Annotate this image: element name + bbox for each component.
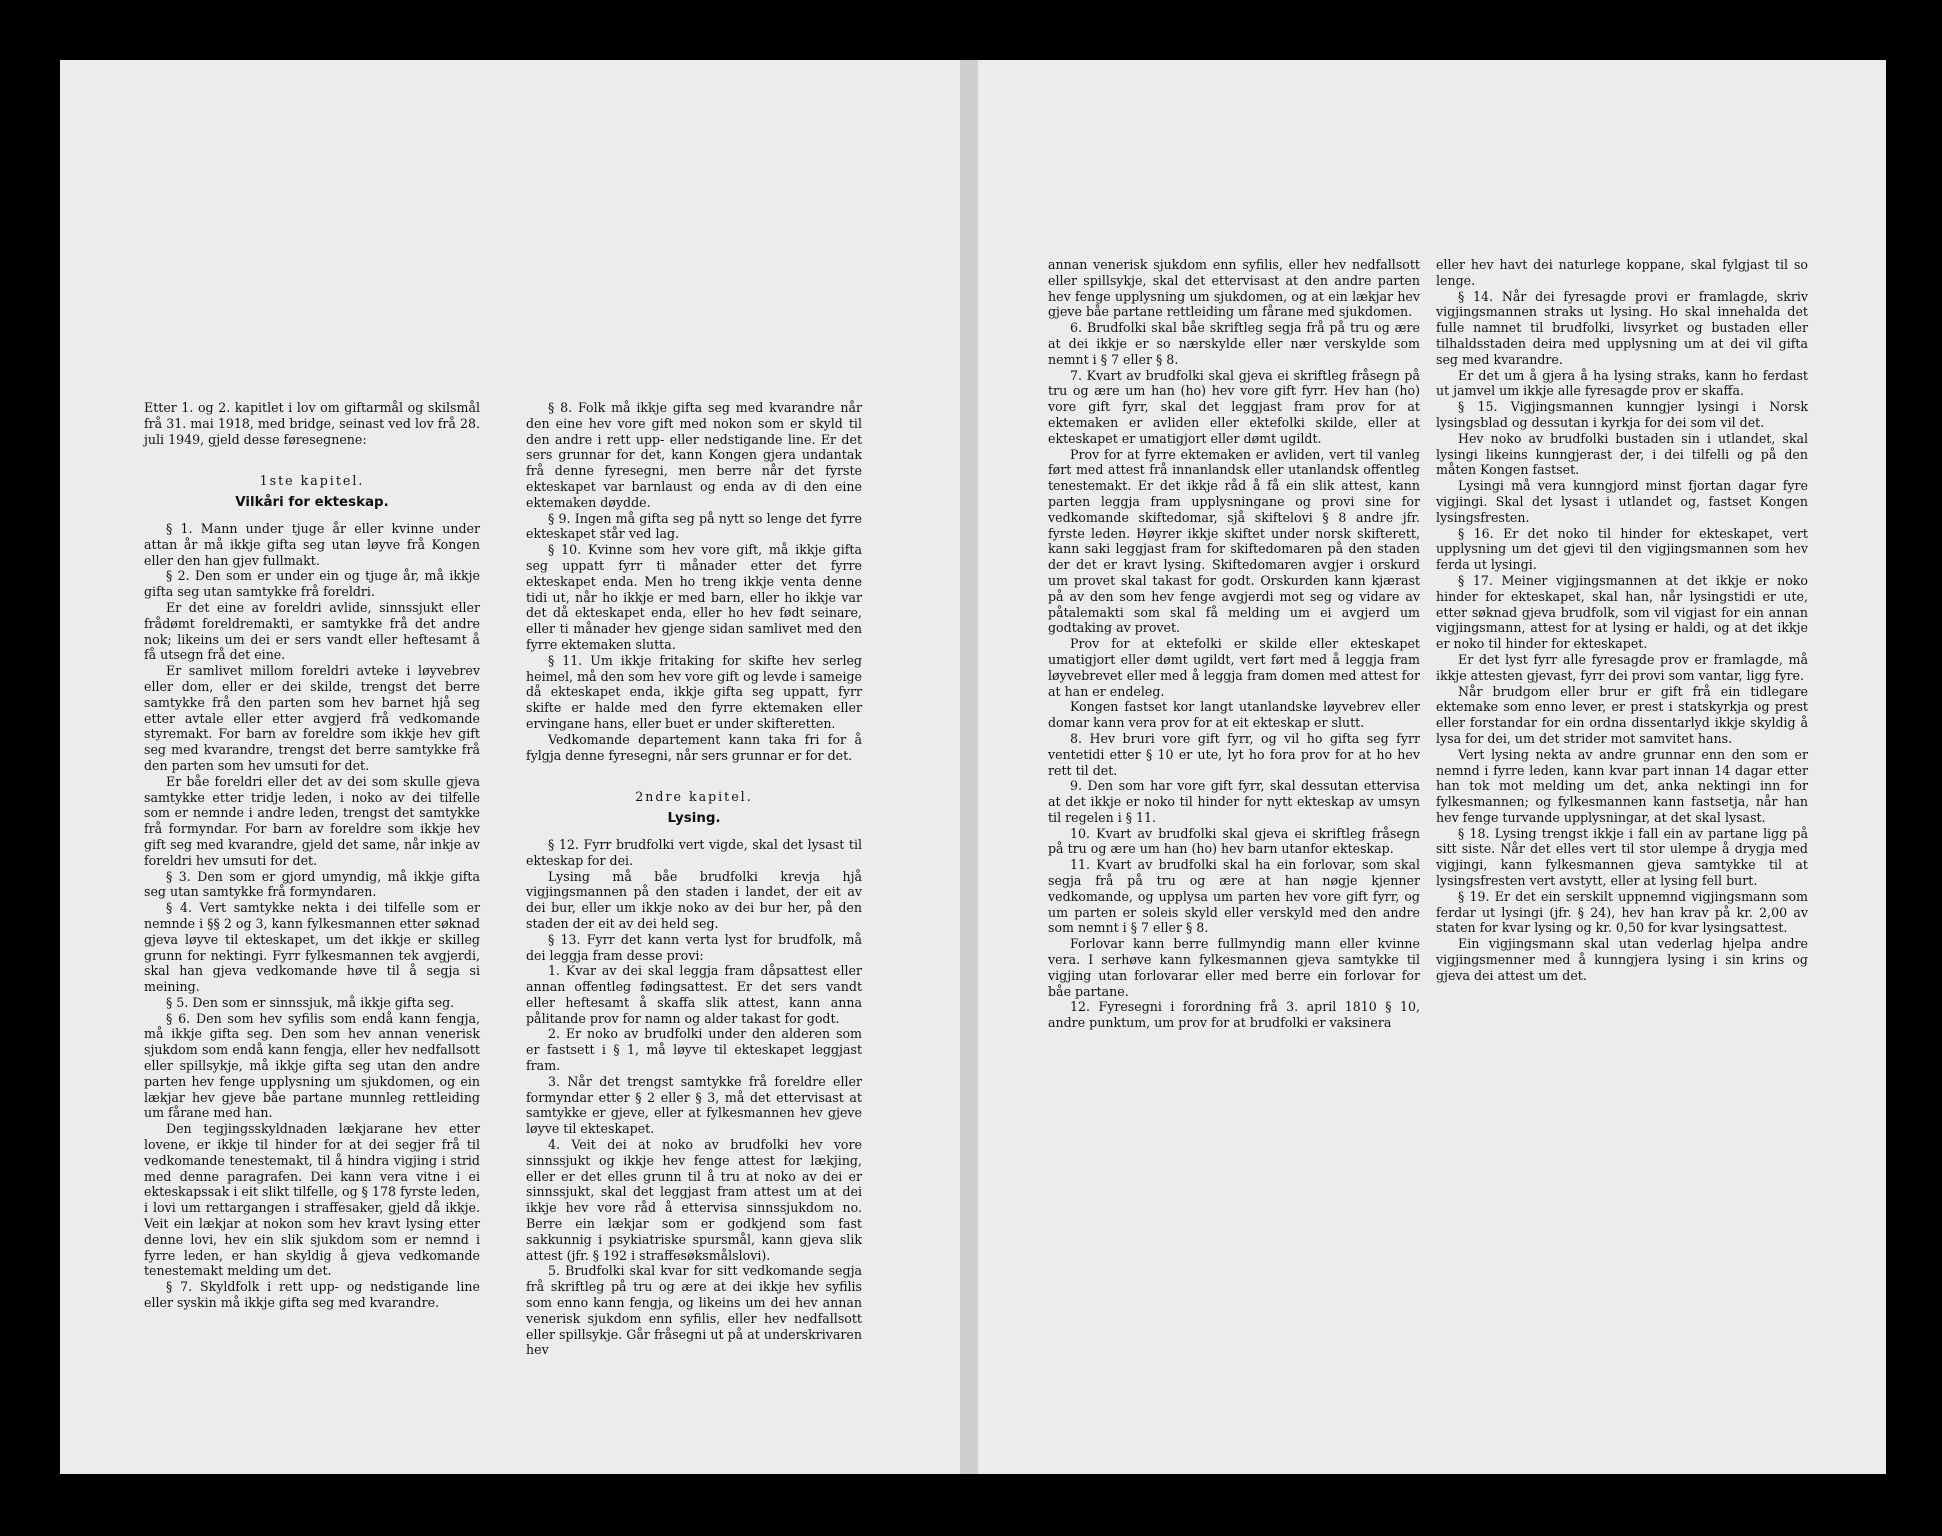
paragraph: § 19. Er det ein serskilt uppnemnd vigjingsmann som ferdar ut lysingi (jfr. § 24), hev han krav på kr. 2,00 av staten for kvar lysing og kr. 0,50 for kvar lysingsattest.	[1436, 888, 1808, 936]
paragraph: 4. Veit dei at noko av brudfolki hev vore sinnssjukt og ikkje hev fenge attest for lækjing, eller er det elles grunn til å tru at noko av dei er sinnssjukt, skal det leggjast fram attest um at dei ikkje hev vore råd å ettervisa sinnssjukdom no. Berre ein lækjar som er godkjend som fast sakkunnig i psykiatriske spursmål, kann gjeva slik attest (jfr. § 192 i straffesøksmålslovi).	[526, 1137, 862, 1263]
paragraph: Lysingi må vera kunngjord minst fjortan dagar fyre vigjingi. Skal det lysast i utlandet og, fastset Kongen lysingsfresten.	[1436, 478, 1808, 525]
paragraph: Ein vigjingsmann skal utan vederlag hjelpa andre vigjingsmenner med å kunngjera lysing i sin krins og gjeva dei attest um det.	[1436, 936, 1808, 983]
paragraph: § 11. Um ikkje fritaking for skifte hev serleg heimel, må den som hev vore gift og levde i sameige då ekteskapet enda, ikkje gifta seg uppatt, fyrr skifte er halde med den fyrre ektemaken eller ervingane hans, eller buet er under skifteretten.	[526, 652, 862, 731]
paragraph: Er det lyst fyrr alle fyresagde prov er framlagde, må ikkje attesten gjevast, fyrr dei provi som vantar, ligg fyre.	[1436, 651, 1808, 683]
paragraph: Hev noko av brudfolki bustaden sin i utlandet, skal lysingi likeins kunngjerast der, i dei tilfelli og på den måten Kongen fastset.	[1436, 430, 1808, 478]
paragraph: § 12. Fyrr brudfolki vert vigde, skal det lysast til ekteskap for dei.	[526, 836, 862, 868]
chapter-2-heading: Lysing.	[667, 811, 721, 827]
left-page	[60, 60, 960, 1474]
paragraph: § 2. Den som er under ein og tjuge år, må ikkje gifta seg utan samtykke frå foreldri.	[144, 568, 480, 600]
paragraph: § 8. Folk må ikkje gifta seg med kvarandre når den eine hev vore gift med nokon som er skyld til den andre i rett upp- eller nedstigande line. Er det sers grunnar for det, kann Kongen gjera undantak frå denne fyresegni, men berre når det fyrste ekteskapet var barnlaust og enda av di den eine ektemaken døydde.	[526, 400, 862, 510]
paragraph: Er det um å gjera å ha lysing straks, kann ho ferdast ut jamvel um ikkje alle fyresagde prov er skaffa.	[1436, 367, 1808, 399]
paragraph: 10. Kvart av brudfolki skal gjeva ei skriftleg fråsegn på tru og ære um han (ho) hev barn utanfor ekteskap.	[1048, 825, 1420, 857]
paragraph: Kongen fastset kor langt utanlandske løyvebrev eller domar kann vera prov for at eit ekteskap er slutt.	[1048, 699, 1420, 731]
paragraph: § 5. Den som er sinnssjuk, må ikkje gifta seg.	[166, 994, 455, 1010]
chapter-1-heading: Vilkåri for ekteskap.	[235, 495, 389, 511]
paragraph: § 18. Lysing trengst ikkje i fall ein av partane ligg på sitt siste. Når det elles vert til stor ulempe å drygja med vigjingi, kann fylkesmannen gjeva samtykke til at lysingsfresten vert avstytt, eller at lysing fell burt.	[1436, 825, 1808, 889]
paragraph: 5. Brudfolki skal kvar for sitt vedkomande segja frå skriftleg på tru og ære at dei ikkje hev syfilis som enno kann fengja, og likeins um dei hev annan venerisk sjukdom enn syfilis, eller hev nedfallsott eller spillsykje. Går fråsegni ut på at underskrivaren hev	[526, 1263, 862, 1358]
chapter-1-title: 1ste kapitel.	[259, 473, 365, 489]
paragraph: Prov for at fyrre ektemaken er avliden, vert til vanleg ført med attest frå innanlandsk eller utanlandsk offentleg tenestemakt. Er det ikkje råd å få ein slik attest, kann parten leggja fram upplysningane og provi sine for vedkomande skiftedomar, sjå skiftelovi § 8 andre jfr. fyrste leden. Høyrer ikkje skiftet under norsk skifterett, kann saki leggjast fram for skiftedomaren på den staden der det er kravt lysing. Skiftedomaren avgjer i orskurd um provet skal takast for godt. Orskurden kann kjærast på av den som hev fenge avgjerdi mot seg og vidare av påtalemakti som skal få melding um ei avgjerd um godtaking av provet.	[1048, 446, 1420, 636]
paragraph: § 6. Den som hev syfilis som endå kann fengja, må ikkje gifta seg. Den som hev annan venerisk sjukdom som endå kann fengja, eller hev nedfallsott eller spillsykje, må ikkje gifta seg utan den andre parten hev fenge upplysning um sjukdomen, og ein lækjar hev gjeve båe partane munnleg rettleiding um fårane med han.	[144, 1010, 480, 1121]
paragraph: § 13. Fyrr det kann verta lyst for brudfolk, må dei leggja fram desse provi:	[526, 931, 862, 963]
paragraph: § 16. Er det noko til hinder for ekteskapet, vert upplysning um det gjevi til den vigjingsmannen som hev ferda ut lysingi.	[1436, 525, 1808, 573]
paragraph: § 14. Når dei fyresagde provi er framlagde, skriv vigjingsmannen straks ut lysing. Ho skal innehalda det fulle namnet til brudfolki, livsyrket og bustaden eller tilhaldsstaden deira med upplysning um at dei vil gifta seg med kvarandre.	[1436, 288, 1808, 367]
paragraph: Er båe foreldri eller det av dei som skulle gjeva samtykke etter tridje leden, i noko av dei tilfelle som er nemnde i andre leden, trengst det samtykke frå formyndar. For barn av foreldre som ikkje hev gift seg med kvarandre, gjeld det same, når inkje av foreldri hev umsuti for det.	[144, 773, 480, 868]
paragraph: annan venerisk sjukdom enn syfilis, eller hev nedfallsott eller spillsykje, skal det ettervisast at den andre parten hev fenge upplysning um sjukdomen, og at ein lækjar hev gjeve båe partane rettleiding um fårane med sjukdomen.	[1048, 257, 1420, 320]
paragraph: Forlovar kann berre fullmyndig mann eller kvinne vera. I serhøve kann fylkesmannen gjeva samtykke til vigjing utan forlovarar eller med berre ein forlovar for båe partane.	[1048, 936, 1420, 999]
paragraph: 11. Kvart av brudfolki skal ha ein forlovar, som skal segja frå på tru og ære at han nøgje kjenner vedkomande, og upplysa um parten hev vore gift fyrr, og um parten er soleis skyld eller verskyld med den andre som nemnt i § 7 eller § 8.	[1048, 857, 1420, 936]
left-column-2	[526, 400, 862, 1358]
intro-paragraph: Etter 1. og 2. kapitlet i lov om giftarmål og skilsmål frå 31. mai 1918, med bridge, seinast ved lov frå 28. juli 1949, gjeld desse føresegnene:	[144, 400, 480, 447]
paragraph: § 4. Vert samtykke nekta i dei tilfelle som er nemnde i §§ 2 og 3, kann fylkesmannen etter søknad gjeva løyve til ekteskapet, um det ikkje er skilleg grunn for nektingi. Fyrr fylkesmannen tek avgjerdi, skal han gjeva vedkomande høve til å segja si meining.	[144, 900, 480, 995]
paragraph: § 7. Skyldfolk i rett upp- og nedstigande line eller syskin må ikkje gifta seg med kvarandre.	[144, 1279, 480, 1311]
paragraph: 3. Når det trengst samtykke frå foreldre eller formyndar etter § 2 eller § 3, må det ettervisast at samtykke er gjeve, eller at fylkesmannen hev gjeve løyve til ekteskapet.	[526, 1073, 862, 1137]
paragraph: Vert lysing nekta av andre grunnar enn den som er nemnd i fyrre leden, kann kvar part innan 14 dagar etter han tok mot melding um det, anka nektingi inn for fylkesmannen; og fylkesmannen kann fastsetja, når han hev fenge turvande upplysningar, at det skal lysast.	[1436, 746, 1808, 825]
page-fold	[960, 60, 978, 1474]
paragraph: Er det eine av foreldri avlide, sinnssjukt eller frådømt foreldremakti, er samtykke frå det andre nok; likeins um dei er sers vandt eller heftesamt å få utsegn frå det eine.	[144, 599, 480, 663]
right-column-2	[1436, 257, 1808, 984]
chapter-2-title: 2ndre kapitel.	[635, 789, 753, 805]
paragraph: Den tegjingsskyldnaden lækjarane hev etter lovene, er ikkje til hinder for at dei segjer frå til vedkomande tenestemakt, til å hindra vigjing i strid med denne paragrafen. Dei kann vera vitne i ei ekteskapssak i eit slikt tilfelle, og § 178 fyrste leden, i lovi um rettargangen i straffesaker, gjeld då ikkje. Veit ein lækjar at nokon som hev kravt lysing etter denne lovi, hev ein slik sjukdom som er nemnd i fyrre leden, er han skyldig å gjeva vedkomande tenestemakt melding um det.	[144, 1121, 480, 1279]
paragraph: Vedkomande departement kann taka fri for å fylgja denne fyresegni, når sers grunnar er for det.	[526, 731, 862, 763]
paragraph: 6. Brudfolki skal båe skriftleg segja frå på tru og ære at dei ikkje er so nærskylde eller nær verskylde som nemnt i § 7 eller § 8.	[1048, 320, 1420, 367]
paragraph: § 1. Mann under tjuge år eller kvinne under attan år må ikkje gifta seg utan løyve frå Kongen eller den han gjev fullmakt.	[144, 520, 480, 568]
paragraph: 7. Kvart av brudfolki skal gjeva ei skriftleg fråsegn på tru og ære um han (ho) hev vore gift fyrr. Hev han (ho) vore gift fyrr, skal det leggjast fram prov for at ektemaken er avliden eller ektefolki skilde, eller at ekteskapet er umatigjort eller dømt ugildt.	[1048, 367, 1420, 446]
paragraph: § 9. Ingen må gifta seg på nytt so lenge det fyrre ekteskapet står ved lag.	[526, 510, 862, 542]
paragraph: Er samlivet millom foreldri avteke i løyvebrev eller dom, eller er dei skilde, trengst det berre samtykke frå den parten som hev barnet hjå seg etter avtale eller etter avgjerd frå vedkomande styremakt. For barn av foreldre som ikkje hev gift seg med kvarandre, trengst det berre samtykke frå den parten som hev umsuti for det.	[144, 663, 480, 773]
paragraph: § 10. Kvinne som hev vore gift, må ikkje gifta seg uppatt fyrr ti månader etter det fyrre ekteskapet enda. Men ho treng ikkje venta denne tidi ut, når ho ikkje er med barn, eller ho ikkje var det då ekteskapet enda, eller ho hev født seinare, eller ti månader hev gjenge sidan samlivet med den fyrre ektemaken slutta.	[526, 542, 862, 652]
paragraph: Lysing må båe brudfolki krevja hjå vigjingsmannen på den staden i landet, der eit av dei bur, eller um ikkje noko av dei bur her, på den staden der eit av dei held seg.	[526, 868, 862, 931]
paragraph: Prov for at ektefolki er skilde eller ekteskapet umatigjort eller dømt ugildt, vert ført med å leggja fram løyvebrevet eller med å leggja fram domen med attest for at han er endeleg.	[1048, 636, 1420, 699]
paragraph: § 17. Meiner vigjingsmannen at det ikkje er noko hinder for ekteskapet, skal han, når lysingstidi er ute, etter søknad gjeva brudfolk, som vil vigjast for ein annan vigjingsmann, attest for at lysing er haldi, og at det ikkje er noko til hinder for ekteskapet.	[1436, 572, 1808, 652]
paragraph: § 15. Vigjingsmannen kunngjer lysingi i Norsk lysingsblad og dessutan i kyrkja for dei som vil det.	[1436, 399, 1808, 430]
right-page	[978, 60, 1886, 1474]
paragraph: eller hev havt dei naturlege koppane, skal fylgjast til so lenge.	[1436, 257, 1808, 288]
paragraph: 2. Er noko av brudfolki under den alderen som er fastsett i § 1, må løyve til ekteskapet leggjast fram.	[526, 1026, 862, 1074]
paragraph: § 3. Den som er gjord umyndig, må ikkje gifta seg utan samtykke frå formyndaren.	[144, 868, 480, 900]
paragraph: Når brudgom eller brur er gift frå ein tidlegare ektemake som enno lever, er prest i statskyrkja og prest eller forstandar for ein ordna dissentarlyd ikkje skyldig å lysa for dei, um det strider mot samvitet hans.	[1436, 683, 1808, 746]
paragraph: 12. Fyresegni i forordning frå 3. april 1810 § 10, andre punktum, um prov for at brudfolki er vaksinera	[1048, 999, 1420, 1031]
paragraph: 1. Kvar av dei skal leggja fram dåpsattest eller annan offentleg fødingsattest. Er det sers vandt eller heftesamt å skaffa slik attest, kann anna pålitande prov for namn og alder takast for godt.	[526, 963, 862, 1026]
left-column-1	[144, 400, 480, 1311]
right-column-1	[1048, 257, 1420, 1031]
paragraph: 8. Hev bruri vore gift fyrr, og vil ho gifta seg fyrr ventetidi etter § 10 er ute, lyt ho fora prov for at ho hev rett til det.	[1048, 730, 1420, 778]
paragraph: 9. Den som har vore gift fyrr, skal dessutan ettervisa at det ikkje er noko til hinder for nytt ekteskap av umsyn til regelen i § 11.	[1048, 778, 1420, 825]
